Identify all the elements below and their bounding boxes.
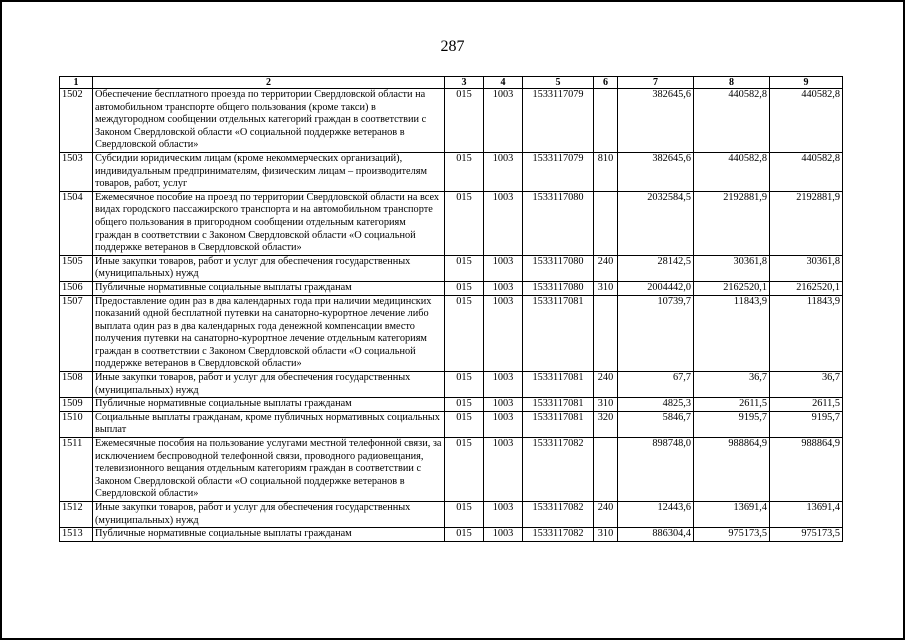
amount-cell-9: 440582,8: [770, 89, 843, 153]
table-row: [60, 502, 843, 528]
column-header: 3: [445, 77, 484, 89]
amount-cell-8: 13691,4: [694, 502, 770, 528]
code-cell: 015: [445, 528, 484, 542]
target-article-cell: 1533117079: [523, 152, 594, 191]
row-number-cell: 1504: [60, 191, 93, 255]
amount-cell-7: 5846,7: [618, 411, 694, 437]
amount-cell-7: 2032584,5: [618, 191, 694, 255]
table-row: [60, 281, 843, 295]
table-row: [60, 295, 843, 372]
row-number-cell: 1508: [60, 372, 93, 398]
amount-cell-9: 988864,9: [770, 438, 843, 502]
expense-type-cell: 320: [594, 411, 618, 437]
amount-cell-9: 36,7: [770, 372, 843, 398]
row-number-cell: 1506: [60, 281, 93, 295]
row-number-cell: 1512: [60, 502, 93, 528]
table-row: [60, 411, 843, 437]
description-cell: Социальные выплаты гражданам, кроме публичных нормативных социальных выплат: [93, 411, 445, 437]
page-number: 287: [440, 38, 465, 55]
column-header: 9: [770, 77, 843, 89]
expense-type-cell: 240: [594, 502, 618, 528]
amount-cell-7: 382645,6: [618, 152, 694, 191]
amount-cell-8: 975173,5: [694, 528, 770, 542]
amount-cell-8: 11843,9: [694, 295, 770, 372]
column-header: 4: [484, 77, 523, 89]
amount-cell-9: 30361,8: [770, 255, 843, 281]
expense-type-cell: 310: [594, 281, 618, 295]
section-cell: 1003: [484, 502, 523, 528]
column-header: 2: [93, 77, 445, 89]
section-cell: 1003: [484, 152, 523, 191]
amount-cell-8: 2611,5: [694, 398, 770, 412]
code-cell: 015: [445, 281, 484, 295]
code-cell: 015: [445, 438, 484, 502]
amount-cell-9: 13691,4: [770, 502, 843, 528]
column-header: 7: [618, 77, 694, 89]
description-cell: Публичные нормативные социальные выплаты гражданам: [93, 398, 445, 412]
expense-type-cell: 310: [594, 528, 618, 542]
expense-type-cell: [594, 438, 618, 502]
expense-type-cell: [594, 295, 618, 372]
table-row: [60, 528, 843, 542]
amount-cell-9: 2611,5: [770, 398, 843, 412]
target-article-cell: 1533117082: [523, 438, 594, 502]
amount-cell-8: 30361,8: [694, 255, 770, 281]
amount-cell-7: 2004442,0: [618, 281, 694, 295]
description-cell: Ежемесячные пособия на пользование услугами местной телефонной связи, за исключением беспроводной телефонной связи, проводного радиовещания, телевизионного вещания отдельным категориям граждан в соответствии с Законом Свердловской области «О социальной поддержке ветеранов в Свердловской области»: [93, 438, 445, 502]
section-cell: 1003: [484, 191, 523, 255]
code-cell: 015: [445, 255, 484, 281]
table-body: [60, 89, 843, 542]
target-article-cell: 1533117081: [523, 295, 594, 372]
code-cell: 015: [445, 191, 484, 255]
table-row: [60, 191, 843, 255]
table-row: [60, 372, 843, 398]
code-cell: 015: [445, 411, 484, 437]
section-cell: 1003: [484, 89, 523, 153]
amount-cell-7: 4825,3: [618, 398, 694, 412]
target-article-cell: 1533117080: [523, 191, 594, 255]
description-cell: Иные закупки товаров, работ и услуг для обеспечения государственных (муниципальных) нужд: [93, 255, 445, 281]
section-cell: 1003: [484, 398, 523, 412]
table-header-row: [60, 77, 843, 89]
amount-cell-7: 382645,6: [618, 89, 694, 153]
amount-cell-7: 28142,5: [618, 255, 694, 281]
row-number-cell: 1507: [60, 295, 93, 372]
amount-cell-8: 988864,9: [694, 438, 770, 502]
amount-cell-9: 975173,5: [770, 528, 843, 542]
description-cell: Публичные нормативные социальные выплаты гражданам: [93, 281, 445, 295]
amount-cell-7: 12443,6: [618, 502, 694, 528]
table-row: [60, 255, 843, 281]
amount-cell-9: 9195,7: [770, 411, 843, 437]
amount-cell-9: 2192881,9: [770, 191, 843, 255]
table-row: [60, 438, 843, 502]
amount-cell-8: 2162520,1: [694, 281, 770, 295]
code-cell: 015: [445, 502, 484, 528]
expense-type-cell: 310: [594, 398, 618, 412]
table-row: [60, 89, 843, 153]
amount-cell-8: 9195,7: [694, 411, 770, 437]
table-row: [60, 398, 843, 412]
target-article-cell: 1533117080: [523, 255, 594, 281]
row-number-cell: 1509: [60, 398, 93, 412]
target-article-cell: 1533117080: [523, 281, 594, 295]
budget-table: [59, 76, 843, 542]
section-cell: 1003: [484, 281, 523, 295]
column-header: 5: [523, 77, 594, 89]
description-cell: Субсидии юридическим лицам (кроме некоммерческих организаций), индивидуальным предпринимателям, физическим лицам – производителям товаров, работ, услуг: [93, 152, 445, 191]
section-cell: 1003: [484, 438, 523, 502]
amount-cell-8: 440582,8: [694, 89, 770, 153]
description-cell: Публичные нормативные социальные выплаты гражданам: [93, 528, 445, 542]
target-article-cell: 1533117081: [523, 411, 594, 437]
column-header: 8: [694, 77, 770, 89]
amount-cell-9: 11843,9: [770, 295, 843, 372]
row-number-cell: 1502: [60, 89, 93, 153]
column-header: 1: [60, 77, 93, 89]
section-cell: 1003: [484, 528, 523, 542]
description-cell: Иные закупки товаров, работ и услуг для обеспечения государственных (муниципальных) нужд: [93, 502, 445, 528]
amount-cell-8: 440582,8: [694, 152, 770, 191]
amount-cell-7: 67,7: [618, 372, 694, 398]
section-cell: 1003: [484, 255, 523, 281]
column-header: 6: [594, 77, 618, 89]
target-article-cell: 1533117081: [523, 398, 594, 412]
description-cell: Иные закупки товаров, работ и услуг для обеспечения государственных (муниципальных) нужд: [93, 372, 445, 398]
expense-type-cell: 240: [594, 255, 618, 281]
code-cell: 015: [445, 398, 484, 412]
expense-type-cell: 240: [594, 372, 618, 398]
target-article-cell: 1533117082: [523, 528, 594, 542]
row-number-cell: 1510: [60, 411, 93, 437]
row-number-cell: 1513: [60, 528, 93, 542]
row-number-cell: 1505: [60, 255, 93, 281]
description-cell: Предоставление один раз в два календарных года при наличии медицинских показаний одной бесплатной путевки на санаторно-курортное лечение либо выплата один раз в два календарных года денежной компенсации вместо получения путевки на санаторно-курортное лечение отдельным категориям граждан в соответствии с Законом Свердловской области «О социальной поддержке ветеранов в Свердловской области»: [93, 295, 445, 372]
amount-cell-8: 36,7: [694, 372, 770, 398]
table-row: [60, 152, 843, 191]
row-number-cell: 1511: [60, 438, 93, 502]
section-cell: 1003: [484, 372, 523, 398]
amount-cell-7: 10739,7: [618, 295, 694, 372]
code-cell: 015: [445, 89, 484, 153]
description-cell: Ежемесячное пособие на проезд по территории Свердловской области на всех видах городского пассажирского транспорта и на автомобильном транспорте общего пользования в пригородном сообщении отдельным категориям граждан в соответствии с Законом Свердловской области «О социальной поддержке ветеранов в Свердловской области»: [93, 191, 445, 255]
expense-type-cell: [594, 191, 618, 255]
code-cell: 015: [445, 372, 484, 398]
target-article-cell: 1533117081: [523, 372, 594, 398]
code-cell: 015: [445, 152, 484, 191]
target-article-cell: 1533117079: [523, 89, 594, 153]
section-cell: 1003: [484, 295, 523, 372]
amount-cell-9: 2162520,1: [770, 281, 843, 295]
expense-type-cell: 810: [594, 152, 618, 191]
description-cell: Обеспечение бесплатного проезда по территории Свердловской области на автомобильном транспорте общего пользования (кроме такси) в междугородном сообщении отдельных категорий граждан в соответствии с Законом Свердловской области «О социальной поддержке ветеранов в Свердловской области»: [93, 89, 445, 153]
code-cell: 015: [445, 295, 484, 372]
amount-cell-9: 440582,8: [770, 152, 843, 191]
amount-cell-7: 898748,0: [618, 438, 694, 502]
section-cell: 1003: [484, 411, 523, 437]
target-article-cell: 1533117082: [523, 502, 594, 528]
amount-cell-7: 886304,4: [618, 528, 694, 542]
amount-cell-8: 2192881,9: [694, 191, 770, 255]
row-number-cell: 1503: [60, 152, 93, 191]
expense-type-cell: [594, 89, 618, 153]
